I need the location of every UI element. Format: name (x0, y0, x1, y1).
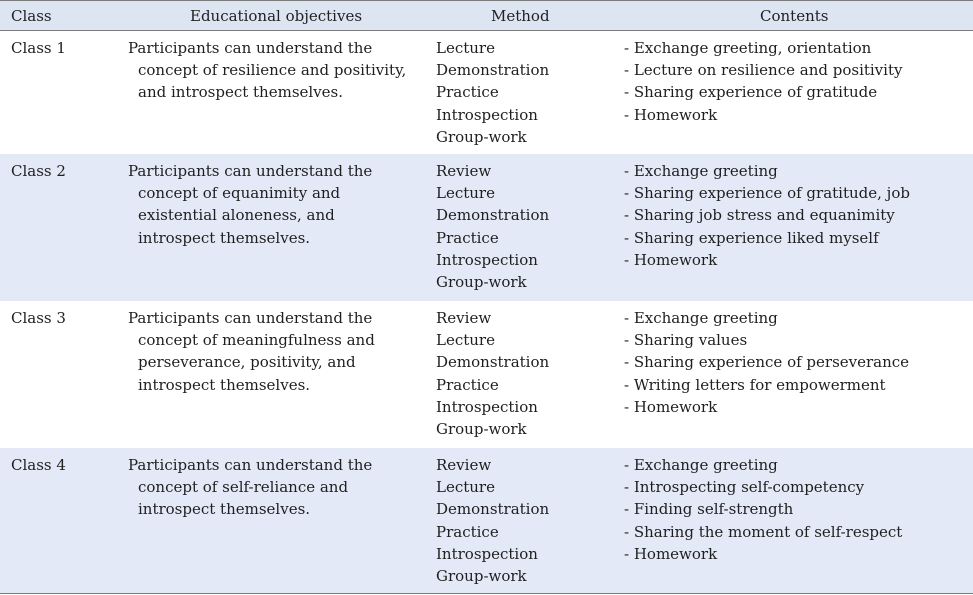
method-item: Demonstration (436, 500, 550, 519)
method-cell (436, 454, 549, 587)
header-objectives: Educational objectives (190, 7, 363, 25)
method-item: Lecture (436, 39, 495, 57)
method-item: Introspection (436, 544, 538, 563)
content-item: - Homework (624, 397, 718, 416)
method-item: Review (436, 456, 492, 474)
method-item: Practice (436, 83, 499, 102)
objectives-cell (128, 37, 413, 104)
method-item: Practice (436, 228, 499, 247)
objective-line: Participants can understand the (128, 39, 373, 57)
table-header (0, 0, 973, 31)
objective-line: introspect themselves. (138, 500, 311, 519)
content-item: - Homework (624, 544, 718, 563)
class-cell: Class 4 (11, 456, 66, 474)
method-item: Practice (436, 375, 499, 394)
content-item: - Sharing experience of gratitude (624, 83, 878, 102)
method-item: Demonstration (436, 353, 550, 372)
method-item: Lecture (436, 331, 495, 350)
class-cell: Class 1 (11, 39, 66, 57)
content-item: - Finding self-strength (624, 500, 794, 519)
method-item: Practice (436, 522, 499, 541)
table-row (0, 31, 973, 154)
method-item: Demonstration (436, 206, 550, 225)
contents-cell (624, 307, 909, 418)
objectives-cell (128, 160, 413, 249)
header-method: Method (491, 7, 550, 25)
class-cell: Class 2 (11, 162, 66, 180)
method-cell (436, 307, 549, 440)
objective-line: concept of self-reliance and (138, 478, 349, 497)
content-item: - Homework (624, 250, 718, 269)
content-item: - Homework (624, 105, 718, 124)
content-item: - Writing letters for empowerment (624, 375, 886, 394)
content-item: - Exchange greeting (624, 162, 778, 180)
objectives-cell (128, 454, 413, 521)
content-item: - Sharing values (624, 331, 748, 350)
method-item: Review (436, 309, 492, 327)
content-item: - Exchange greeting, orientation (624, 39, 872, 57)
objective-line: and introspect themselves. (138, 83, 344, 102)
objective-line: introspect themselves. (138, 375, 311, 394)
objective-line: concept of meaningfulness and (138, 331, 375, 350)
content-item: - Lecture on resilience and positivity (624, 61, 903, 80)
method-cell (436, 37, 549, 148)
method-item: Lecture (436, 184, 495, 203)
table-row (0, 154, 973, 301)
contents-cell (624, 454, 902, 565)
objective-line: perseverance, positivity, and (138, 353, 356, 372)
method-item: Review (436, 162, 492, 180)
content-item: - Sharing experience of perseverance (624, 353, 910, 372)
content-item: - Sharing the moment of self-respect (624, 522, 903, 541)
content-item: - Introspecting self-competency (624, 478, 865, 497)
class-cell: Class 3 (11, 309, 66, 327)
content-item: - Sharing job stress and equanimity (624, 206, 895, 225)
content-item: - Exchange greeting (624, 456, 778, 474)
content-item: - Sharing experience liked myself (624, 228, 879, 247)
contents-cell (624, 160, 910, 271)
method-item: Group-work (436, 420, 527, 439)
method-item: Introspection (436, 397, 538, 416)
objective-line: introspect themselves. (138, 228, 311, 247)
objective-line: existential aloneness, and (138, 206, 335, 225)
method-item: Group-work (436, 567, 527, 586)
table-row (0, 448, 973, 594)
method-item: Lecture (436, 478, 495, 497)
header-contents: Contents (760, 7, 829, 25)
objective-line: Participants can understand the (128, 456, 373, 474)
method-item: Group-work (436, 127, 527, 146)
header-class: Class (11, 7, 52, 25)
objective-line: Participants can understand the (128, 162, 373, 180)
table-row (0, 301, 973, 448)
method-item: Introspection (436, 105, 538, 124)
method-cell (436, 160, 549, 293)
method-item: Introspection (436, 250, 538, 269)
objective-line: concept of resilience and positivity, (138, 61, 407, 80)
objective-line: Participants can understand the (128, 309, 373, 327)
method-item: Demonstration (436, 61, 550, 80)
content-item: - Exchange greeting (624, 309, 778, 327)
table-bottom-rule (0, 593, 973, 594)
objective-line: concept of equanimity and (138, 184, 341, 203)
objectives-cell (128, 307, 413, 396)
contents-cell (624, 37, 902, 126)
method-item: Group-work (436, 273, 527, 292)
content-item: - Sharing experience of gratitude, job (624, 184, 910, 203)
